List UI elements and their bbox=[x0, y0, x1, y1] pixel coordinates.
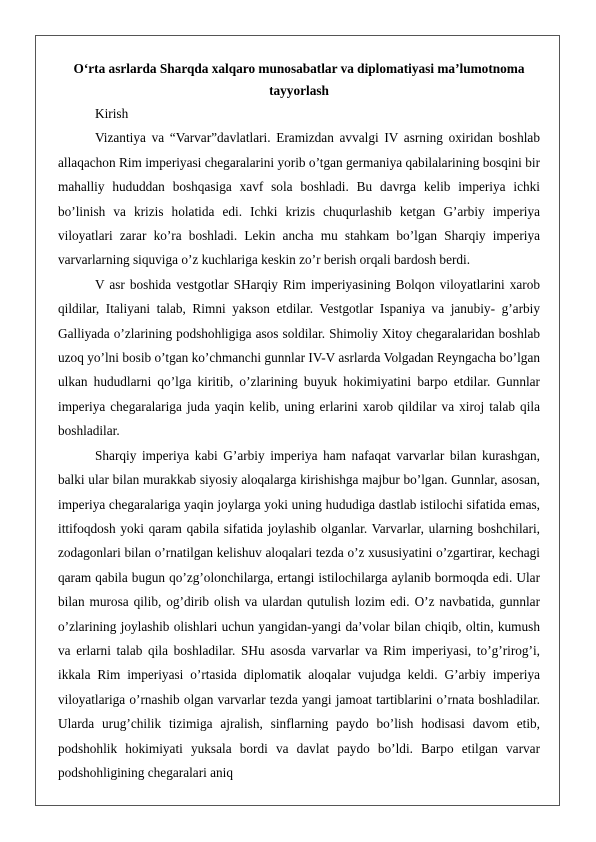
document-body bbox=[58, 58, 540, 785]
paragraph-3: Sharqiy imperiya kabi G’arbiy imperiya ham nafaqat varvarlar bilan kurashgan, balki ular bilan murakkab siyosiy aloqalarga kirishishga majbur bo’lgan. Gunnlar, asosan, imperiya chegaralariga yaqin joylarga yoki uning hududiga dastlab istilochi sifatida emas, ittifoqdosh yoki qaram qabila sifatida joylashib olganlar. Varvarlar, ularning boshchilari, zodagonlari bilan o’rnatilgan kelishuv aloqalari tezda o’z xususiyatini o’zgartirar, kechagi qaram qabila bugun qo’zg’olonchilarga, ertangi istilochilarga aylanib bormoqda edi. Ular bilan murosa qilib, og’dirib olish va ulardan qutulish lozim edi. O’z navbatida, gunnlar o’zlarining joylashib olishlari uchun yangidan-yangi da’volar bilan chiqib, oltin, kumush va erlarni talab qila boshladilar. SHu asosda varvarlar va Rim imperiyasi, to’g’rirog’i, ikkala Rim imperiyasi o’rtasida diplomatik aloqalar vujudga keldi. G’arbiy imperiya viloyatlariga o’rnashib olgan varvarlar tezda yangi jamoat tartiblarini o’rnata boshladilar. Ularda urug’chilik tizimiga ajralish, sinflarning paydo bo’lish hodisasi davom etib, podshohlik hokimiyati yuksala bordi va davlat paydo bo’ldi. Barpo etilgan varvar podshohligining chegaralari aniq bbox=[58, 447, 540, 780]
paragraph-1: Vizantiya va “Varvar”davlatlari. Eramizdan avvalgi IV asrning oxiridan boshlab allaqachon Rim imperiyasi chegaralarini yorib o’tgan germaniya qabilalarining bosqini bir mahalliy hududdan boshqasiga xavf sola boshladi. Bu davrga kelib imperiya ichki bo’linish va krizis holatida edi. Ichki krizis chuqurlashib ketgan G’arbiy imperiya viloyatlari zarar ko’ra boshladi. Lekin ancha mu stahkam bo’lgan Sharqiy imperiya varvarlarning siquviga o’z kuchlariga keskin zo’r berish orqali bardosh berdi. bbox=[58, 130, 540, 268]
paragraph-2: V asr boshida vestgotlar SHarqiy Rim imperiyasining Bolqon viloyatlarini xarob qildilar, Italiyani talab, Rimni yakson etdilar. Vestgotlar Ispaniya va janubiy- g’arbiy Galliyada o’zlarining podshohligiga asos soldilar. Shimoliy Xitoy chegaralaridan boshlab uzoq yo’lni bosib o’tgan ko’chmanchi gunnlar IV-V asrlarda Volgadan Reyngacha bo’lgan ulkan hududlarni qo’lga kiritib, o’zlarining buyuk hokimiyatini barpo etdilar. Gunnlar imperiya chegaralariga juda yaqin kelib, uning erlarini xarob qildilar va xiroj talab qila boshladilar. bbox=[58, 276, 540, 439]
document-title: O‘rta asrlarda Sharqda xalqaro munosabatlar va diplomatiyasi ma’lumotnoma tayyorlash bbox=[73, 61, 525, 98]
section-heading: Kirish bbox=[95, 106, 129, 121]
